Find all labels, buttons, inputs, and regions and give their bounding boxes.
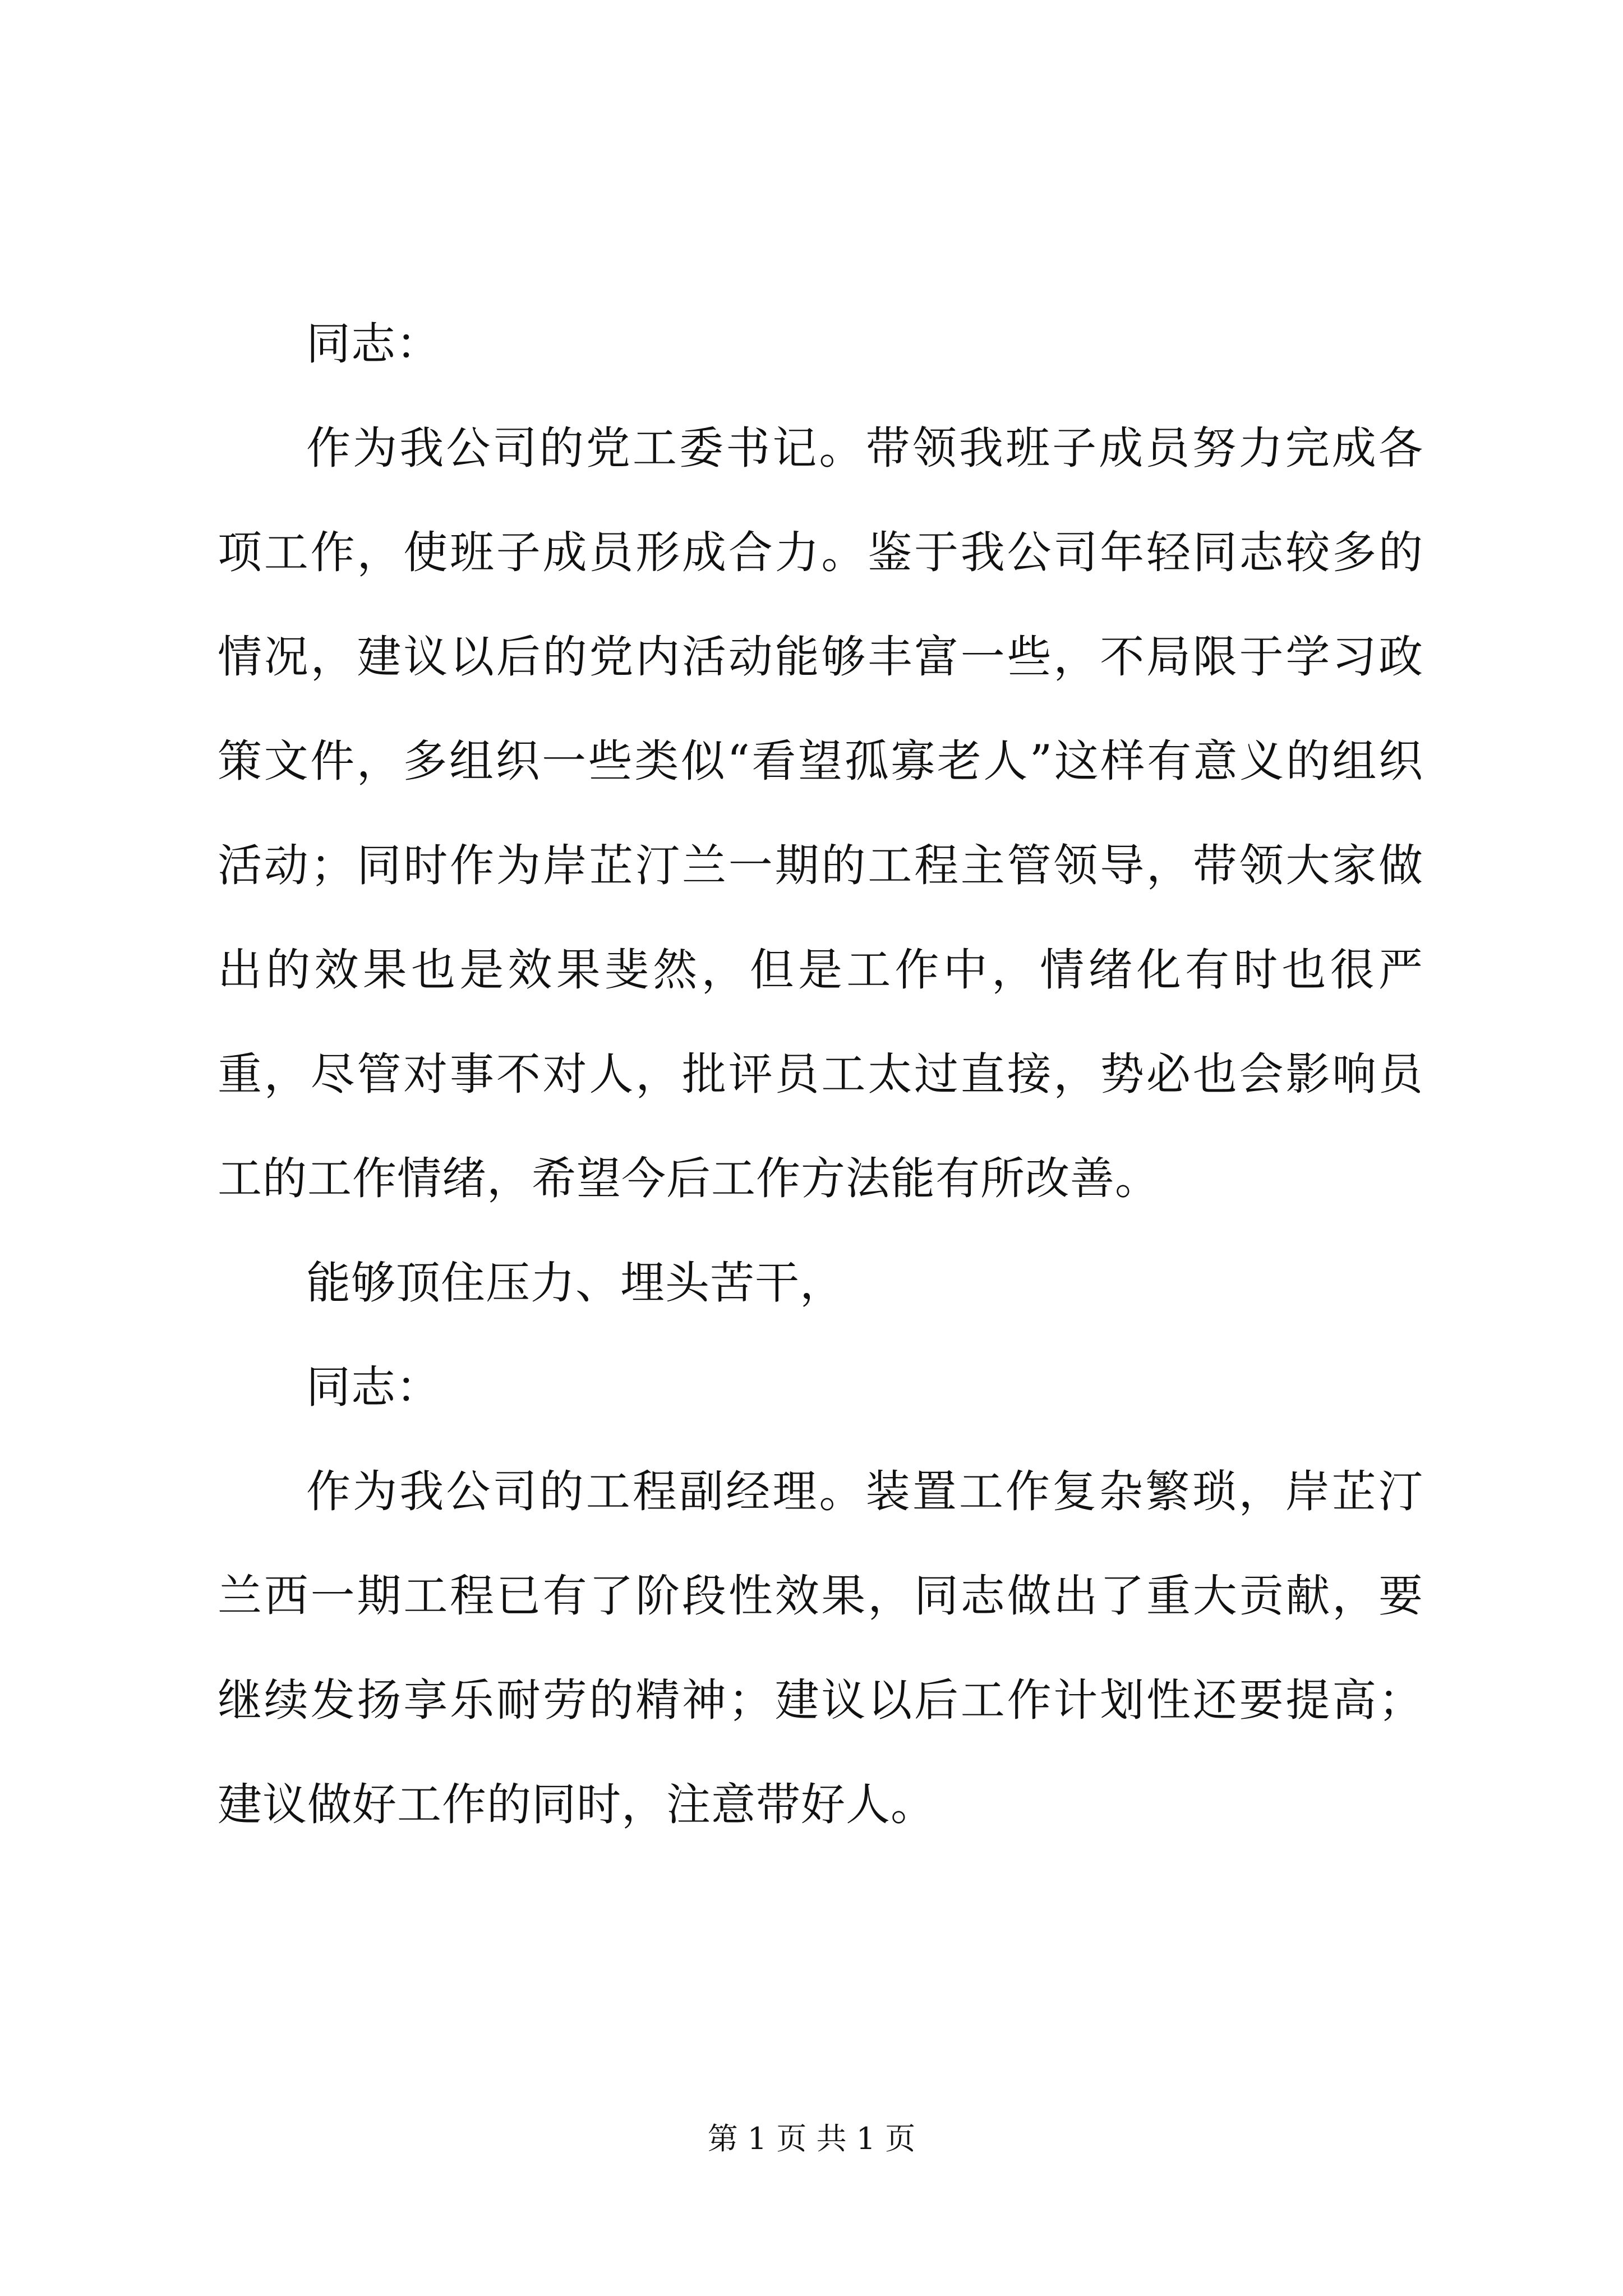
body-paragraph: 作为我公司的工程副经理。装置工作复杂繁琐，岸芷汀兰西一期工程已有了阶段性效果，同志做出了重大贡献，要继续发扬享乐耐劳的精神；建议以后工作计划性还要提高；建议做好工作的同时，注意带好人。 [218, 1466, 1423, 1830]
document-body [218, 292, 1423, 1857]
page-footer: 第 1 页 共 1 页 [707, 2121, 916, 2156]
body-paragraph: 作为我公司的党工委书记。带领我班子成员努力完成各项工作，使班子成员形成合力。鉴于我公司年轻同志较多的情况，建议以后的党内活动能够丰富一些，不局限于学习政策文件，多组织一些类似“看望孤寡老人”这样有意义的组织活动；同时作为岸芷汀兰一期的工程主管领导，带领大家做出的效果也是效果斐然，但是工作中，情绪化有时也很严重，尽管对事不对人，批评员工太过直接，势必也会影响员工的工作情绪，希望今后工作方法能有所改善。 [218, 422, 1423, 1204]
body-paragraph: 能够顶住压力、埋头苦干， [306, 1257, 845, 1309]
salutation-paragraph: 同志： [306, 318, 441, 370]
salutation-paragraph: 同志： [306, 1361, 441, 1413]
